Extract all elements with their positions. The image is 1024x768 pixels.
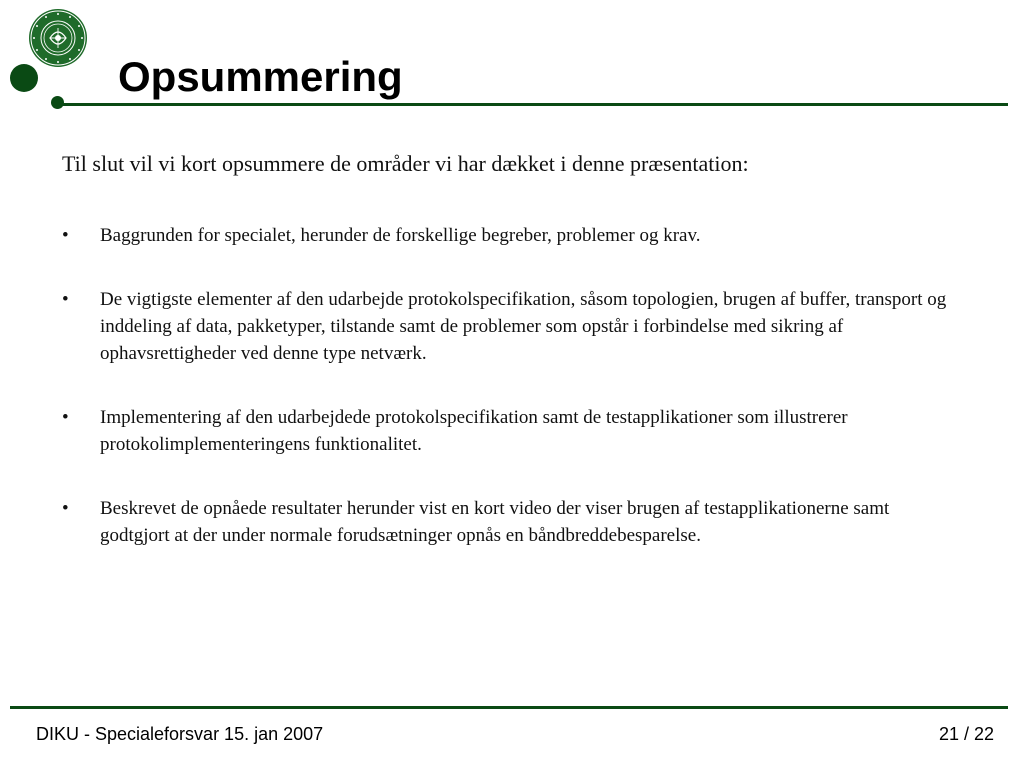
list-item xyxy=(62,222,952,249)
list-item xyxy=(62,495,952,549)
bullet-icon: • xyxy=(62,498,69,519)
bullet-text: De vigtigste elementer af den udarbejde protokolspecifikation, såsom topologien, brugen af buffer, transport og inddeling af data, pakketyper, tilstande samt de problemer som opstår i forbindelse med sikring af ophavsrettigheder ved denne type netværk. xyxy=(100,289,947,364)
bullet-icon: • xyxy=(62,289,69,310)
bullet-text: Implementering af den udarbejdede protokolspecifikation samt de testapplikationer som illustrerer protokolimplementeringens funktionalitet. xyxy=(100,407,848,455)
title-divider xyxy=(62,103,1008,106)
bullet-icon: • xyxy=(62,407,69,428)
university-seal-icon xyxy=(28,8,88,68)
slide-title: Opsummering xyxy=(118,53,403,100)
list-item xyxy=(62,286,952,367)
list-item xyxy=(62,404,952,458)
bullet-text: Baggrunden for specialet, herunder de forskellige begreber, problemer og krav. xyxy=(100,225,701,246)
footer-event-label: DIKU - Specialeforsvar 15. jan 2007 xyxy=(36,724,324,744)
bullet-text: Beskrevet de opnåede resultater herunder vist en kort video der viser brugen af testapplikationerne samt godtgjort at der under normale forudsætninger opnås en båndbreddebesparelse. xyxy=(100,498,890,546)
footer-divider xyxy=(10,706,1008,709)
page-number: 21 / 22 xyxy=(938,724,994,744)
slide-intro: Til slut vil vi kort opsummere de områder vi har dækket i denne præsentation: xyxy=(62,151,749,176)
bullet-list xyxy=(62,222,952,586)
decorative-dot-large xyxy=(10,64,38,92)
bullet-icon: • xyxy=(62,225,69,246)
